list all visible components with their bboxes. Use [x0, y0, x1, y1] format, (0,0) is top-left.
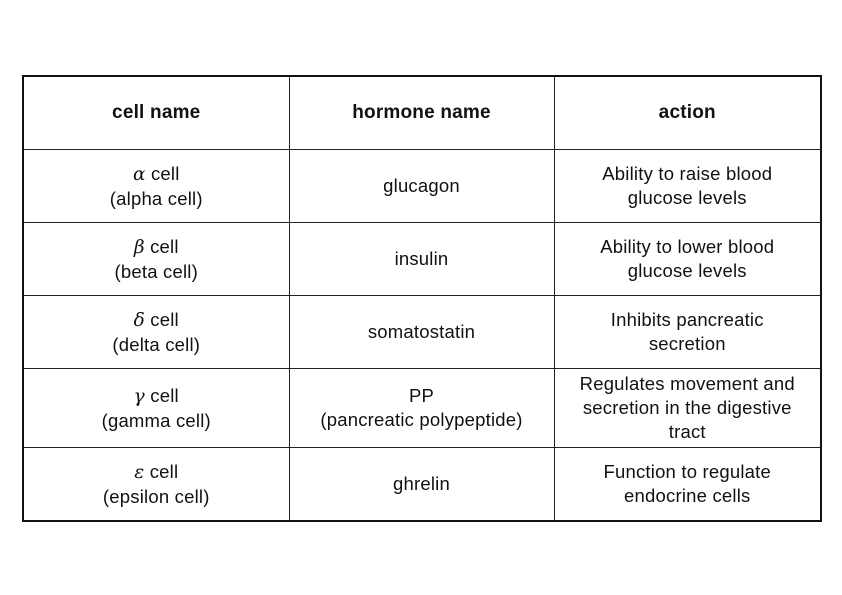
- cell-full-name: (alpha cell): [109, 187, 203, 209]
- action-cell: [554, 223, 821, 296]
- table-row: [23, 296, 821, 369]
- hormone-cell: [289, 223, 554, 296]
- pancreatic-cells-table-container: [22, 75, 820, 522]
- action-cell: [554, 296, 821, 369]
- cell-full-name: (beta cell): [114, 260, 198, 282]
- greek-letter: ε: [134, 461, 145, 483]
- action-text-line: endocrine cells: [624, 485, 751, 506]
- pancreatic-cells-table: [22, 75, 822, 522]
- table-header-row: [23, 76, 821, 150]
- cell-short-name: [32, 384, 281, 409]
- greek-letter: α: [132, 163, 146, 185]
- hormone-name: glucagon: [383, 175, 460, 196]
- action-text-line: tract: [668, 421, 706, 442]
- greek-letter: δ: [133, 309, 145, 331]
- cell-name-cell: [23, 296, 289, 369]
- action-text-line: Function to regulate: [603, 461, 772, 482]
- hormone-full-name: (pancreatic polypeptide): [320, 409, 523, 430]
- hormone-name: insulin: [394, 248, 449, 269]
- action-text-line: secretion in the digestive: [582, 397, 792, 418]
- cell-name-cell: [23, 150, 289, 223]
- cell-full-name: (gamma cell): [101, 409, 211, 431]
- cell-full-name: (epsilon cell): [102, 485, 210, 507]
- action-text-line: Ability to raise blood: [602, 163, 773, 184]
- action-text-line: Regulates movement and: [579, 373, 795, 394]
- cell-name-cell: [23, 448, 289, 522]
- hormone-cell: [289, 448, 554, 522]
- cell-word: cell: [144, 384, 179, 406]
- cell-word: cell: [144, 235, 179, 257]
- cell-word: cell: [144, 460, 179, 482]
- cell-short-name: [32, 308, 281, 333]
- table-row: [23, 448, 821, 522]
- cell-word: cell: [145, 162, 180, 184]
- hormone-name: ghrelin: [393, 473, 450, 494]
- action-cell: [554, 150, 821, 223]
- cell-short-name: [32, 162, 281, 187]
- hormone-cell: [289, 296, 554, 369]
- hormone-cell: [289, 150, 554, 223]
- greek-letter: γ: [133, 385, 145, 407]
- cell-name-cell: [23, 369, 289, 448]
- header-action: action: [554, 76, 821, 150]
- action-cell: [554, 369, 821, 448]
- table-row: [23, 150, 821, 223]
- cell-word: cell: [144, 308, 179, 330]
- action-text-line: secretion: [648, 333, 726, 354]
- cell-short-name: [32, 235, 281, 260]
- hormone-name: somatostatin: [367, 321, 476, 342]
- action-cell: [554, 448, 821, 522]
- table-row: [23, 369, 821, 448]
- header-cell-name: cell name: [23, 76, 289, 150]
- action-text-line: glucose levels: [627, 260, 747, 281]
- table-row: [23, 223, 821, 296]
- greek-letter: β: [133, 236, 145, 258]
- cell-name-cell: [23, 223, 289, 296]
- cell-full-name: (delta cell): [112, 333, 201, 355]
- cell-short-name: [32, 460, 281, 485]
- action-text-line: Inhibits pancreatic: [610, 309, 764, 330]
- action-text-line: Ability to lower blood: [600, 236, 775, 257]
- header-hormone-name: hormone name: [289, 76, 554, 150]
- action-text-line: glucose levels: [627, 187, 747, 208]
- hormone-cell: [289, 369, 554, 448]
- hormone-name: PP: [408, 385, 435, 406]
